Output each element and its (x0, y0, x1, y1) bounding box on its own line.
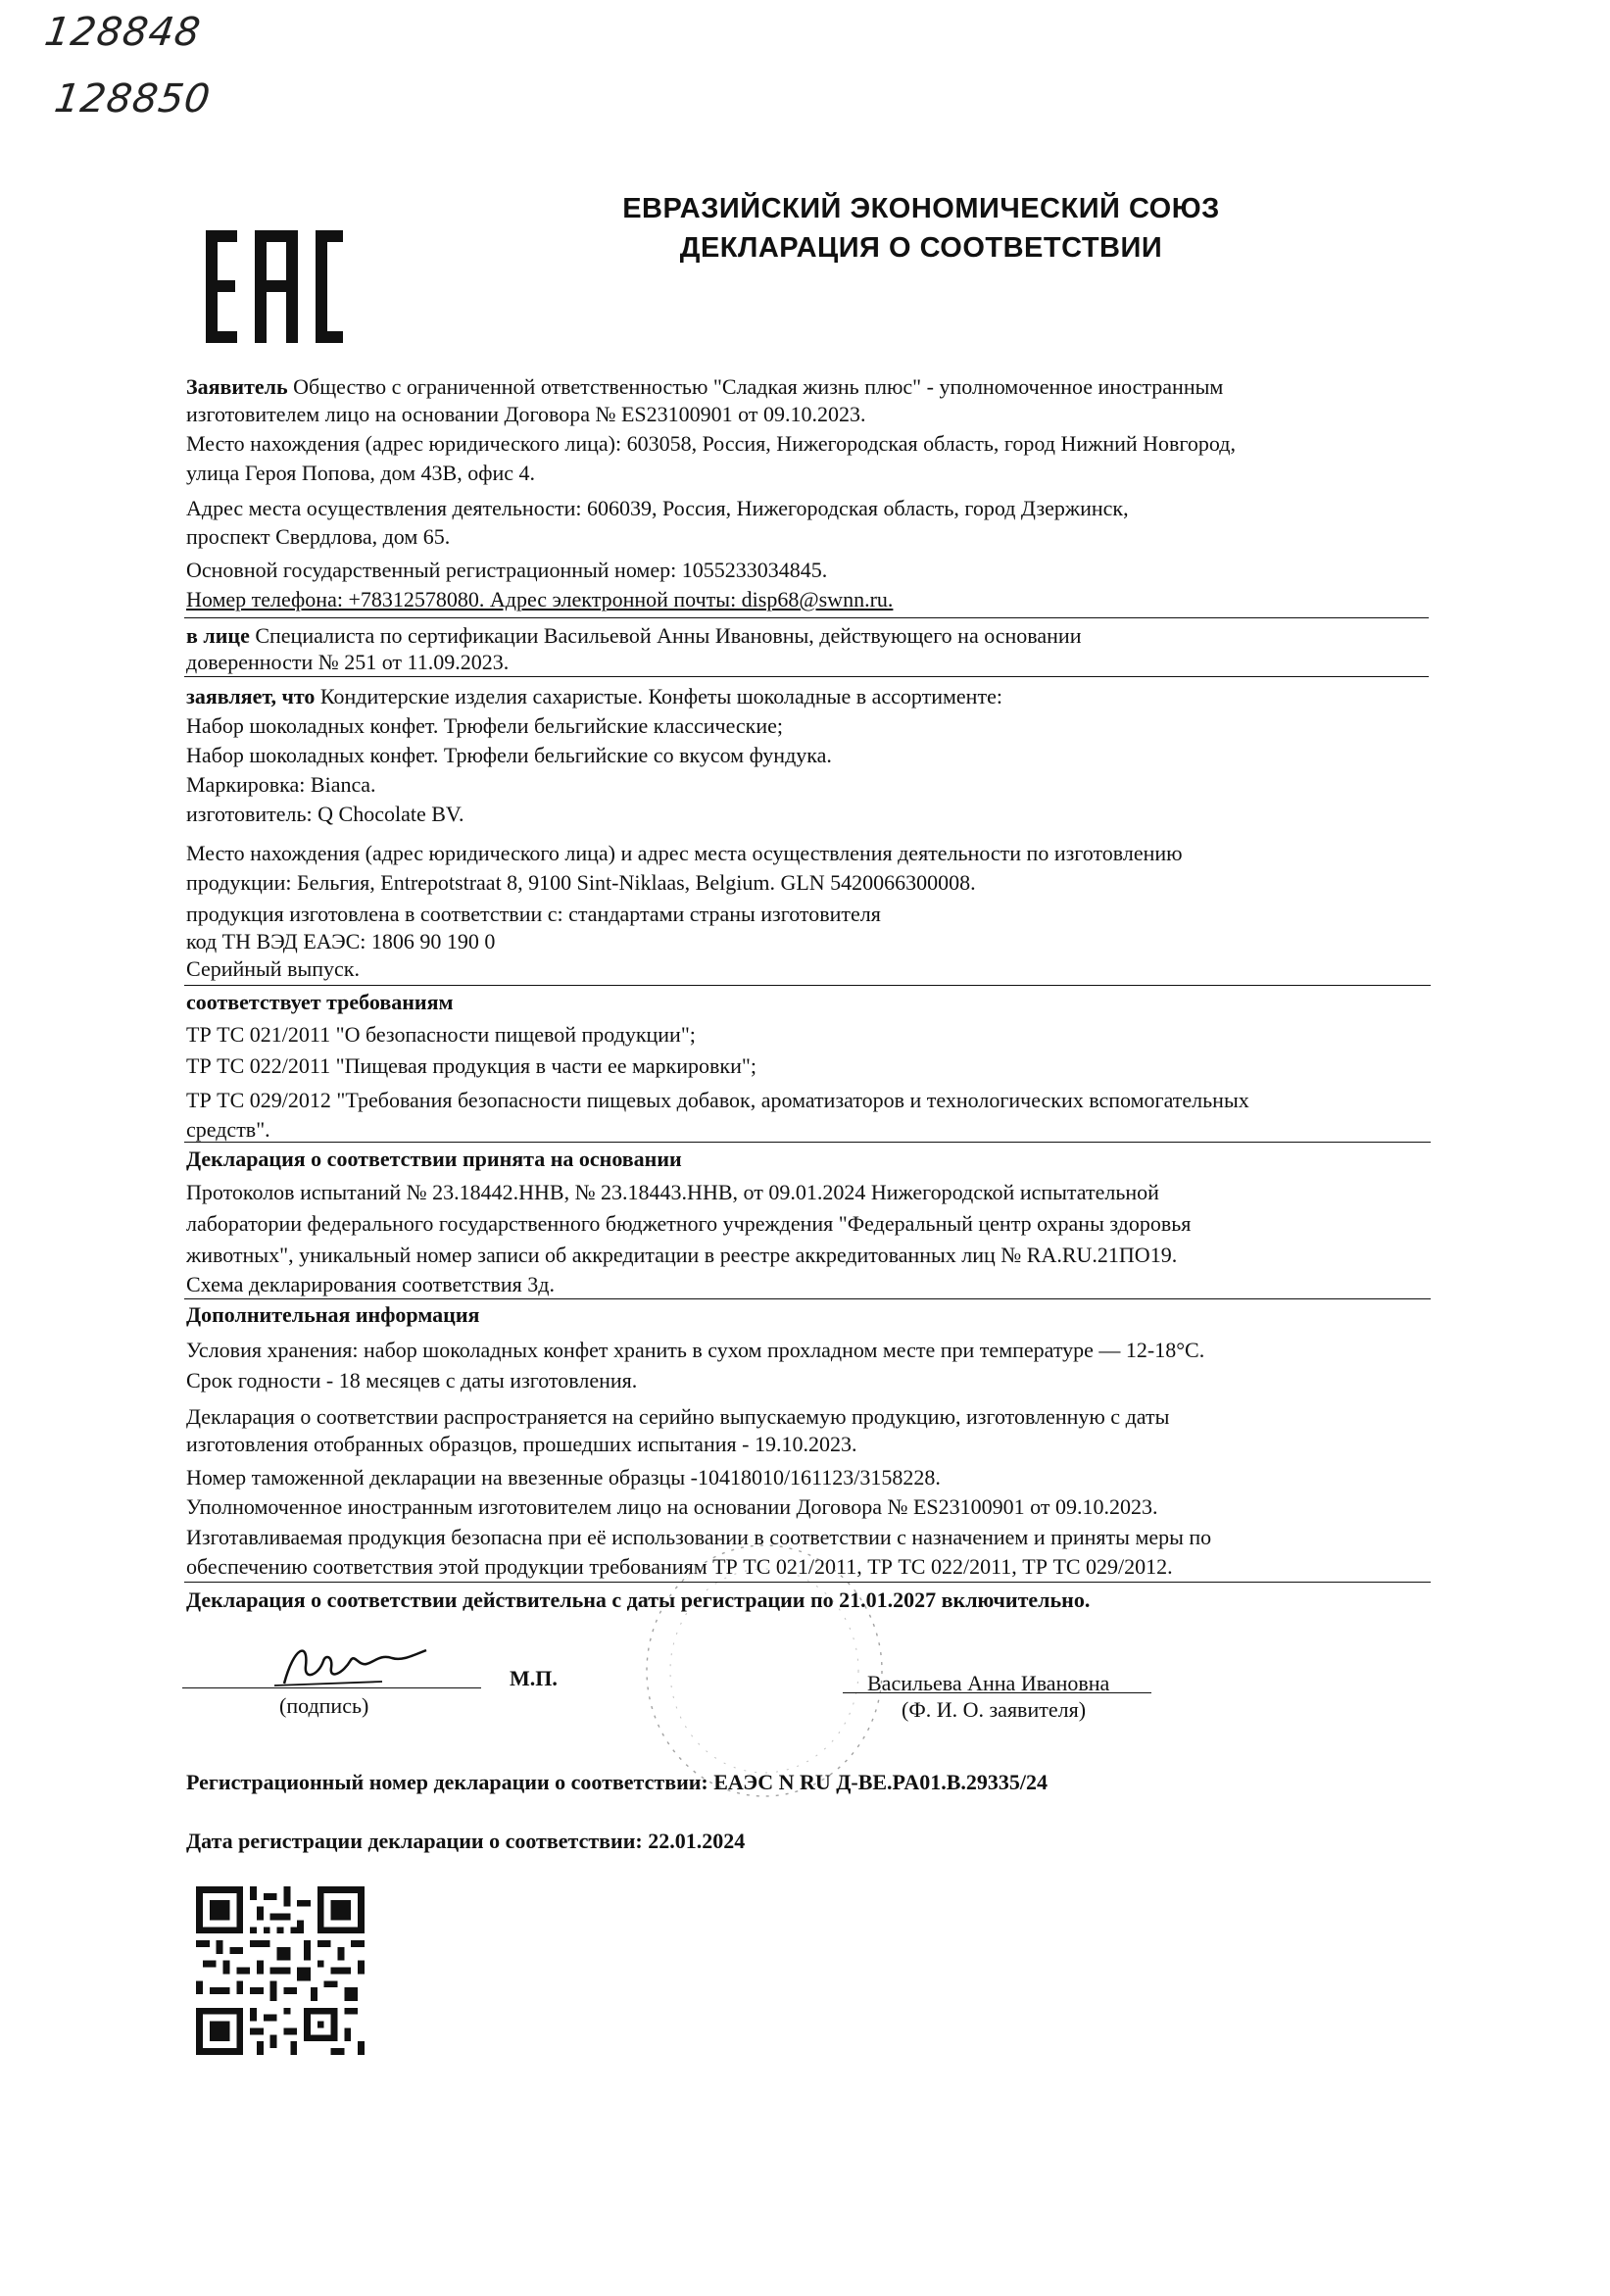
registration-date: Дата регистрации декларации о соответствии: 22.01.2024 (186, 1829, 746, 1853)
basis-line-2: лаборатории федерального государственного бюджетного учреждения "Федеральный центр охраны здоровья (186, 1211, 1192, 1236)
representative-line-1 (186, 625, 1081, 647)
representative-line-2: доверенности № 251 от 11.09.2023. (186, 650, 510, 674)
signature-caption: (подпись) (279, 1693, 369, 1718)
applicant-line-7: Основной государственный регистрационный номер: 1055233034845. (186, 558, 828, 582)
additional-line-8: обеспечению соответствия этой продукции требованиям ТР ТС 021/2011, ТР ТС 022/2011, ТР ТС 029/2012. (186, 1554, 1173, 1579)
registration-number: Регистрационный номер декларации о соответствии: ЕАЭС N RU Д-BE.PA01.B.29335/24 (186, 1770, 1049, 1794)
declares-line-10: Серийный выпуск. (186, 956, 360, 981)
conforms-label: соответствует требованиям (186, 990, 454, 1014)
declares-line-2: Набор шоколадных конфет. Трюфели бельгийские классические; (186, 713, 784, 738)
applicant-line-3: Место нахождения (адрес юридического лица): 603058, Россия, Нижегородская область, город Нижний Новгород, (186, 431, 1236, 456)
divider (184, 1298, 1431, 1299)
basis-line-4: Схема декларирования соответствия 3д. (186, 1272, 555, 1296)
basis-label: Декларация о соответствии принята на основании (186, 1147, 682, 1171)
signature-scribble (265, 1637, 441, 1695)
eac-logo (206, 230, 343, 343)
divider (184, 676, 1429, 677)
representative-text: Специалиста по сертификации Васильевой Анны Ивановны, действующего на основании (249, 623, 1082, 648)
applicant-name: Васильева Анна Ивановна (867, 1671, 1110, 1695)
declares-line-7: продукции: Бельгия, Entrepotstraat 8, 9100 Sint-Niklaas, Belgium. GLN 5420066300008. (186, 870, 976, 895)
declares-line-4: Маркировка: Bianca. (186, 772, 376, 797)
divider (184, 1142, 1431, 1143)
declares-line-6: Место нахождения (адрес юридического лица) и адрес места осуществления деятельности по изготовлению (186, 841, 1183, 865)
basis-line-1: Протоколов испытаний № 23.18442.НHB, № 23.18443.НHB, от 09.01.2024 Нижегородской испытательной (186, 1180, 1159, 1204)
additional-line-6: Уполномоченное иностранным изготовителем лицо на основании Договора № ES23100901 от 09.10.2023. (186, 1494, 1158, 1519)
qr-code (196, 1886, 365, 2055)
applicant-line-6: проспект Свердлова, дом 65. (186, 524, 451, 549)
conforms-line-4: средств". (186, 1117, 270, 1142)
declares-line-3: Набор шоколадных конфет. Трюфели бельгийские со вкусом фундука. (186, 743, 832, 767)
applicant-text: Общество с ограниченной ответственностью "Сладкая жизнь плюс" - уполномоченное иностранным (287, 374, 1224, 399)
applicant-line-8: Номер телефона: +78312578080. Адрес электронной почты: disp68@swnn.ru. (186, 587, 894, 611)
name-line (843, 1692, 1151, 1693)
handwritten-number-1: 128848 (41, 10, 204, 55)
declares-label: заявляет, что (186, 684, 316, 708)
conforms-line-2: ТР ТС 022/2011 "Пищевая продукция в части ее маркировки"; (186, 1053, 756, 1078)
conforms-line-1: ТР ТС 021/2011 "О безопасности пищевой продукции"; (186, 1022, 696, 1047)
name-caption: (Ф. И. О. заявителя) (902, 1697, 1087, 1722)
additional-line-2: Срок годности - 18 месяцев с даты изготовления. (186, 1368, 638, 1392)
additional-label: Дополнительная информация (186, 1302, 480, 1327)
handwritten-number-2: 128850 (51, 76, 214, 122)
declares-line-8: продукция изготовлена в соответствии с: стандартами страны изготовителя (186, 902, 881, 926)
applicant-label: Заявитель (186, 374, 288, 399)
declares-line-9: код ТН ВЭД ЕАЭС: 1806 90 190 0 (186, 929, 496, 953)
applicant-line-1 (186, 376, 1223, 398)
conforms-line-3: ТР ТС 029/2012 "Требования безопасности пищевых добавок, ароматизаторов и технологических вспомогательных (186, 1088, 1249, 1112)
declares-text: Кондитерские изделия сахаристые. Конфеты шоколадные в ассортименте: (315, 684, 1002, 708)
declaration-title: ДЕКЛАРАЦИЯ О СООТВЕТСТВИИ (679, 232, 1163, 264)
declares-line-5: изготовитель: Q Chocolate BV. (186, 802, 464, 826)
representative-label: в лице (186, 623, 250, 648)
divider (184, 617, 1429, 618)
union-title: ЕВРАЗИЙСКИЙ ЭКОНОМИЧЕСКИЙ СОЮЗ (622, 193, 1220, 224)
validity-statement: Декларация о соответствии действительна с даты регистрации по 21.01.2027 включительно. (186, 1588, 1091, 1612)
additional-line-3: Декларация о соответствии распространяется на серийно выпускаемую продукцию, изготовленную с даты (186, 1404, 1170, 1429)
additional-line-5: Номер таможенной декларации на ввезенные образцы -10418010/161123/3158228. (186, 1465, 941, 1490)
applicant-line-2: изготовителем лицо на основании Договора № ES23100901 от 09.10.2023. (186, 402, 866, 426)
additional-line-7: Изготавливаемая продукция безопасна при её использовании в соответствии с назначением и приняты меры по (186, 1525, 1212, 1549)
signature-line (182, 1687, 481, 1688)
additional-line-1: Условия хранения: набор шоколадных конфет хранить в сухом прохладном месте при температуре — 12-18°С. (186, 1338, 1205, 1362)
divider (184, 985, 1431, 986)
additional-line-4: изготовления отобранных образцов, прошедших испытания - 19.10.2023. (186, 1432, 857, 1456)
applicant-line-4: улица Героя Попова, дом 43В, офис 4. (186, 461, 536, 485)
declares-line-1 (186, 686, 1002, 708)
applicant-line-5: Адрес места осуществления деятельности: 606039, Россия, Нижегородская область, город Дзержинск, (186, 496, 1129, 520)
seal-place-label: М.П. (510, 1666, 558, 1690)
basis-line-3: животных", уникальный номер записи об аккредитации в реестре аккредитованных лиц № RA.RU.21ПО19. (186, 1243, 1178, 1267)
